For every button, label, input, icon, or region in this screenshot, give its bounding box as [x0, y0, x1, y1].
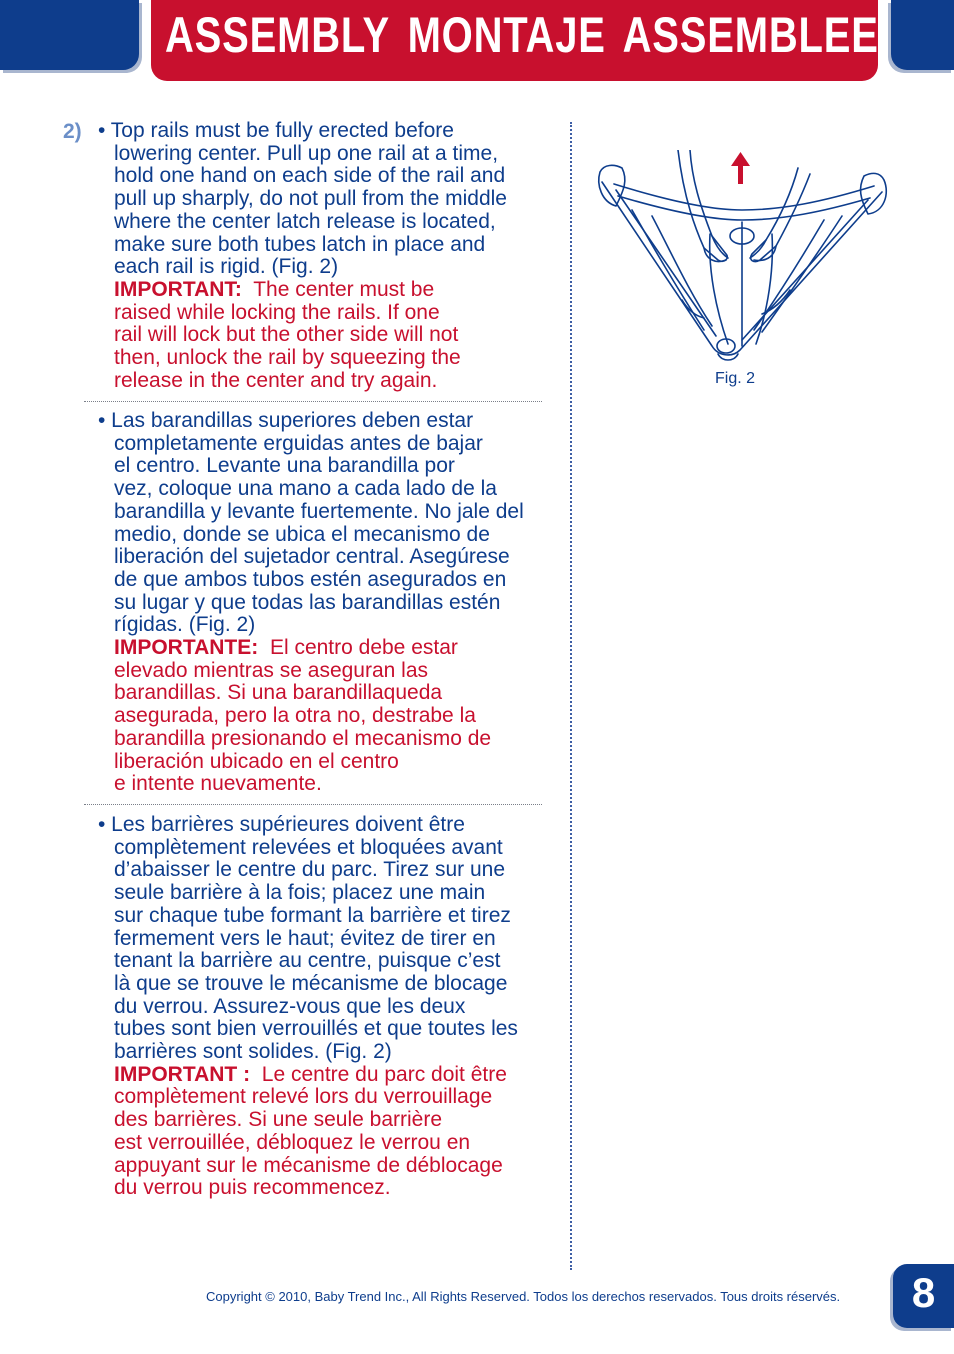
text-line: vez, coloque una mano a cada lado de la [114, 477, 497, 501]
important-note [98, 1064, 568, 1087]
text-line: make sure both tubes latch in place and [114, 232, 486, 256]
text-line: each rail is rigid. (Fig. 2) [114, 255, 339, 279]
header-tab-left [0, 0, 139, 70]
text-line: de que ambos tubos estén asegurados en [114, 567, 507, 591]
text-line: where the center latch release is located, [114, 209, 496, 233]
text-line: barandilla presionando el mecanismo de [114, 726, 492, 750]
text-line: barandilla y levante fuertemente. No jale del [114, 499, 524, 523]
rail-end-right [861, 173, 887, 214]
text-line: complètement relevées et bloquées avant [114, 835, 503, 859]
text-line: hold one hand on each side of the rail and [114, 164, 506, 188]
text-line: du verrou puis recommencez. [114, 1176, 391, 1200]
text-line: Le centre du parc doit être [261, 1062, 507, 1086]
text-line: est verrouillée, débloquez le verrou en [114, 1130, 471, 1154]
section-divider [84, 401, 542, 402]
text-line: d’abaisser le centre du parc. Tirez sur une [114, 858, 506, 882]
text-line: liberación ubicado en el centro [114, 749, 399, 773]
text-line: tubes sont bien verrouillés et que toutes les [114, 1017, 518, 1041]
text-line: El centro debe estar [269, 636, 458, 660]
text-line: tenant la barrière au centre, puisque c’est [114, 949, 501, 973]
important-note [98, 637, 568, 660]
text-line: barandillas. Si una barandillaqueda [114, 681, 443, 705]
text-line: pull up sharply, do not pull from the middle [114, 187, 507, 211]
important-label: IMPORTANT: [114, 277, 242, 301]
instructions-french [98, 814, 568, 1200]
text-line: The center must be [253, 277, 435, 301]
step-number: 2) [63, 120, 82, 143]
text-line: medio, donde se ubica el mecanismo de [114, 522, 490, 546]
figure-caption: Fig. 2 [715, 370, 756, 387]
text-line: el centro. Levante una barandilla por [114, 454, 455, 478]
text-line: • Les barrières supérieures doivent être [98, 813, 465, 836]
text-line: completamente erguidas antes de bajar [114, 431, 483, 455]
page-number-tab [893, 1264, 954, 1328]
text-line: des barrières. Si une seule barrière [114, 1108, 443, 1132]
playard-illustration [592, 150, 892, 365]
text-line: su lugar y que todas las barandillas estén [114, 590, 501, 614]
text-line: liberación del sujetador central. Asegúrese [114, 545, 510, 569]
important-label: IMPORTANT : [114, 1062, 251, 1086]
text-line: là que se trouve le mécanisme de blocage [114, 971, 508, 995]
text-line: du verrou. Assurez-vous que les deux [114, 994, 466, 1018]
text-line: • Las barandillas superiores deben estar [98, 409, 474, 432]
text-line: release in the center and try again. [114, 368, 438, 392]
important-label: IMPORTANTE: [114, 636, 259, 660]
title-banner [151, 0, 878, 81]
text-line: sur chaque tube formant la barrière et tirez [114, 903, 511, 927]
text-line: rígidas. (Fig. 2) [114, 613, 256, 637]
text-line: asegurada, pero la otra no, destrabe la [114, 704, 476, 728]
copyright-notice: Copyright © 2010, Baby Trend Inc., All Rights Reserved. Todos los derechos reservados. Tous droits réservés. [206, 1289, 841, 1304]
text-line: e intente nuevamente. [114, 772, 322, 796]
section-divider [84, 804, 542, 805]
text-line: elevado mientras se aseguran las [114, 658, 429, 682]
text-line: appuyant sur le mécanisme de déblocage [114, 1153, 503, 1177]
instructions-english [98, 120, 568, 392]
up-arrow-icon [731, 152, 750, 184]
text-line: raised while locking the rails. If one [114, 300, 440, 324]
text-line: seule barrière à la fois; placez une main [114, 881, 486, 905]
text-line: then, unlock the rail by squeezing the [114, 346, 461, 370]
text-line: barrières sont solides. (Fig. 2) [114, 1040, 392, 1064]
text-line: rail will lock but the other side will not [114, 323, 459, 347]
text-line: complètement relevé lors du verrouillage [114, 1085, 493, 1109]
page-number: 8 [911, 1269, 936, 1316]
page-title: ASSEMBLY MONTAJE ASSEMBLEE [165, 7, 879, 63]
foot-hub [717, 339, 735, 353]
text-line: lowering center. Pull up one rail at a time, [114, 141, 499, 165]
column-divider [570, 122, 572, 1270]
text-line: fermement vers le haut; évitez de tirer en [114, 926, 496, 950]
header-tab-right [891, 0, 954, 70]
text-line: • Top rails must be fully erected before [98, 119, 454, 142]
instructions-spanish [98, 410, 568, 796]
important-note [98, 279, 568, 302]
